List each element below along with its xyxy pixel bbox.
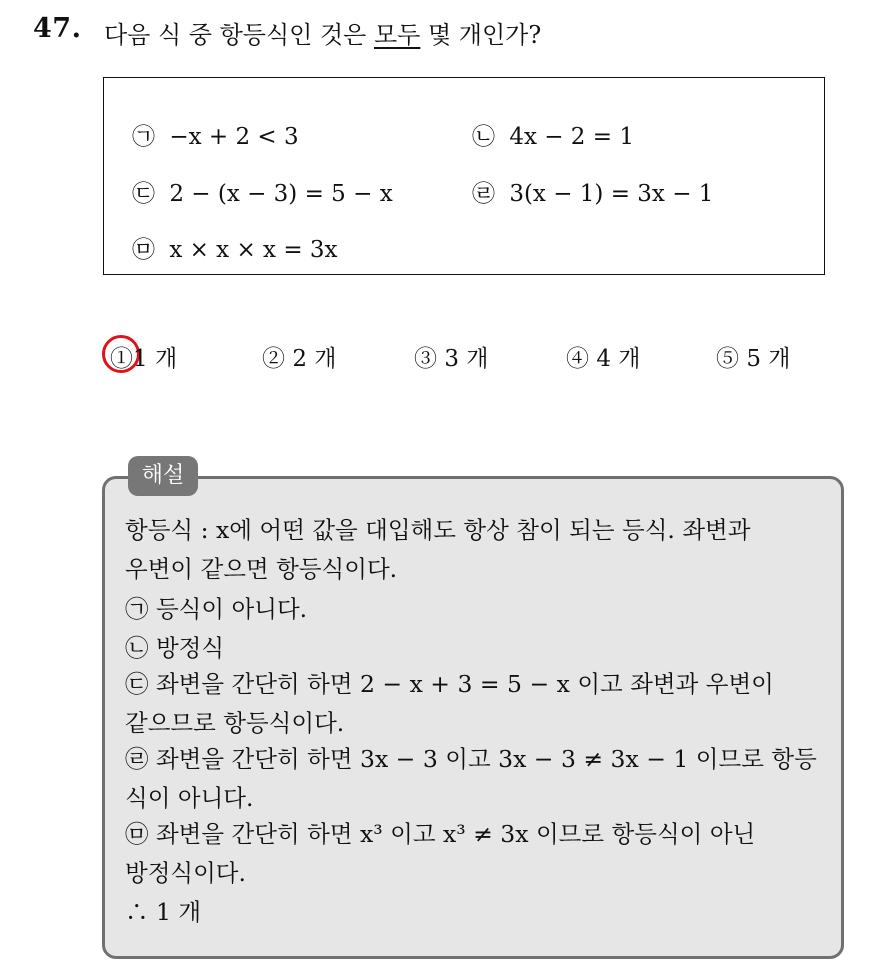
explanation-line: 방정식이다. xyxy=(125,859,246,887)
box-item-expr: −x + 2 < 3 xyxy=(169,124,299,150)
box-item-expr: x × x × x = 3x xyxy=(169,237,338,263)
box-item-4 xyxy=(472,175,713,208)
choice-4[interactable] xyxy=(566,340,640,373)
box-item-2 xyxy=(472,118,634,151)
choice-1[interactable] xyxy=(110,340,177,373)
explanation-line: ㉡ 방정식 xyxy=(125,634,225,662)
explanation-line: 항등식 : x에 어떤 값을 대입해도 항상 참이 되는 등식. 좌변과 xyxy=(125,516,751,544)
choice-5[interactable] xyxy=(716,340,790,373)
box-item-1 xyxy=(132,118,299,151)
box-item-3 xyxy=(132,175,393,208)
choice-3[interactable] xyxy=(414,340,488,373)
choice-label: 2 개 xyxy=(292,346,337,372)
box-item-expr: 2 − (x − 3) = 5 − x xyxy=(169,181,393,207)
explanation-tag: 해설 xyxy=(128,456,198,496)
choice-mark: ⑤ xyxy=(716,346,739,372)
box-item-5 xyxy=(132,231,338,264)
explanation-line: 우변이 같으면 항등식이다. xyxy=(125,555,398,583)
explanation-line: 같으므로 항등식이다. xyxy=(125,709,345,737)
box-item-mark: ㉤ xyxy=(132,237,155,263)
choice-label: 4 개 xyxy=(596,346,641,372)
box-item-expr: 4x − 2 = 1 xyxy=(509,124,634,150)
box-item-mark: ㉠ xyxy=(132,124,155,150)
choice-mark: ① xyxy=(110,346,133,372)
question-text-after: 몇 개인가? xyxy=(420,21,542,49)
explanation-line: 식이 아니다. xyxy=(125,784,254,812)
question-underlined: 모두 xyxy=(373,21,421,49)
box-item-mark: ㉣ xyxy=(472,181,495,207)
answer-choices xyxy=(0,338,884,378)
choice-label: 5 개 xyxy=(746,346,791,372)
explanation-line: ㉢ 좌변을 간단히 하면 2 − x + 3 = 5 − x 이고 좌변과 우변이 xyxy=(125,670,774,698)
explanation-line: ㉣ 좌변을 간단히 하면 3x − 3 이고 3x − 3 ≠ 3x − 1 이므로 항등 xyxy=(125,745,817,773)
choice-2[interactable] xyxy=(262,340,336,373)
explanation-line: ㉠ 등식이 아니다. xyxy=(125,595,308,623)
choice-mark: ② xyxy=(262,346,285,372)
box-item-mark: ㉢ xyxy=(132,181,155,207)
question-number: 47. xyxy=(33,13,82,44)
explanation-line: ∴ 1 개 xyxy=(125,898,202,926)
box-item-expr: 3(x − 1) = 3x − 1 xyxy=(509,181,714,207)
choice-mark: ④ xyxy=(566,346,589,372)
choice-label: 1 개 xyxy=(133,346,178,372)
box-item-mark: ㉡ xyxy=(472,124,495,150)
explanation-line: ㉤ 좌변을 간단히 하면 x³ 이고 x³ ≠ 3x 이므로 항등식이 아닌 xyxy=(125,820,756,848)
choice-mark: ③ xyxy=(414,346,437,372)
question-text xyxy=(104,15,541,50)
question-text-before: 다음 식 중 항등식인 것은 xyxy=(104,21,374,49)
choice-label: 3 개 xyxy=(444,346,489,372)
